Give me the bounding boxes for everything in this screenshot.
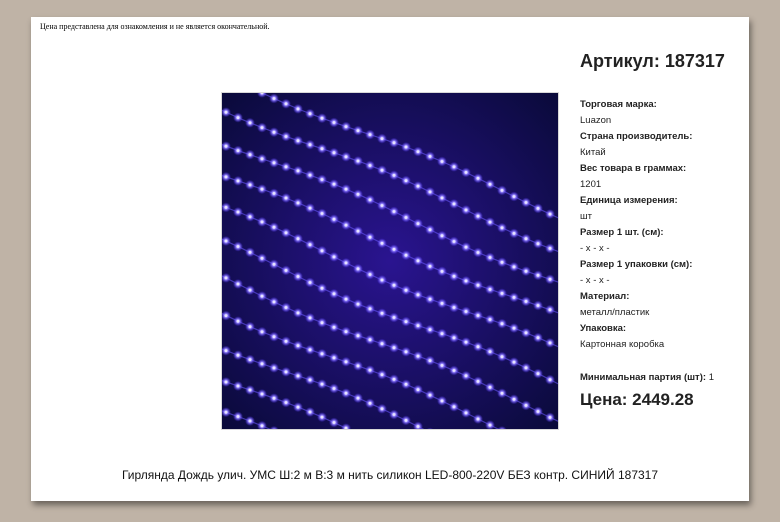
spec-value-weight: 1201 [580,179,602,190]
spec-value-material: металл/пластик [580,307,650,318]
spec-value-packaging: Картонная коробка [580,339,665,350]
spec-value-country: Китай [580,147,606,158]
product-title: Гирлянда Дождь улич. УМС Ш:2 м В:3 м нить силикон LED-800-220V БЕЗ контр. СИНИЙ 187317 [121,468,659,482]
spec-label-material: Материал: [580,291,630,302]
article-number: Артикул: 187317 [580,51,725,71]
product-photo [221,92,559,430]
price-disclaimer: Цена представлена для ознакомления и не является окончательной. [40,22,270,31]
spec-label-brand: Торговая марка: [580,99,657,110]
spec-label-packaging: Упаковка: [580,323,627,334]
min-lot-value: 1 [708,372,714,383]
spec-label-weight: Вес товара в граммах: [580,163,687,174]
spec-label-package-size: Размер 1 упаковки (см): [580,259,693,270]
price: Цена: 2449.28 [580,390,694,409]
spec-label-item-size: Размер 1 шт. (см): [580,227,664,238]
led-garland-image [222,93,558,429]
min-lot-label: Минимальная партия (шт): [580,372,707,383]
product-sheet [31,17,749,501]
spec-value-item-size: - x - x - [580,243,610,254]
spec-label-unit: Единица измерения: [580,195,678,206]
spec-value-package-size: - x - x - [580,275,610,286]
spec-value-unit: шт [580,211,592,222]
spec-value-brand: Luazon [580,115,612,126]
min-lot [580,372,714,383]
spec-list [580,97,745,353]
spec-label-country: Страна производитель: [580,131,693,142]
